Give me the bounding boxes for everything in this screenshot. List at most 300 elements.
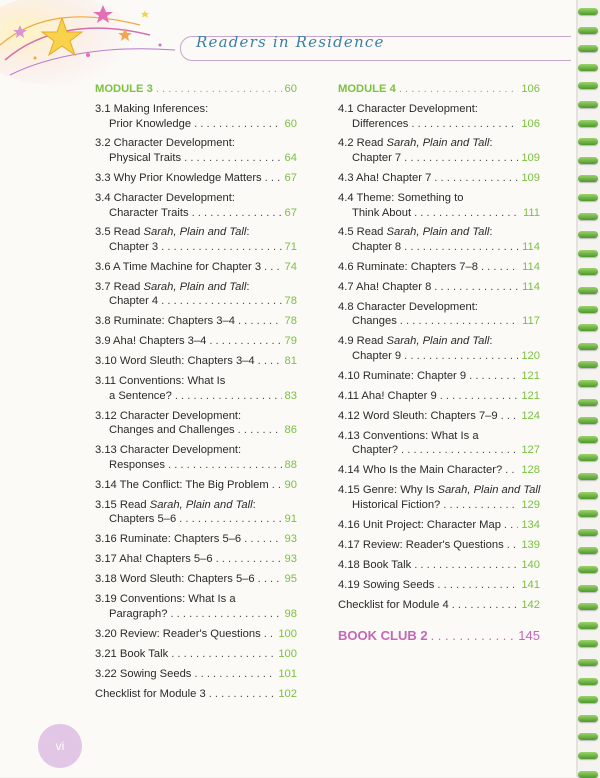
leader-dots	[161, 294, 281, 309]
binding-coil	[578, 659, 598, 666]
binding-coil	[578, 678, 598, 685]
binding-coil	[578, 733, 598, 740]
entry-page: 129	[521, 498, 540, 511]
binding-coil	[578, 82, 598, 89]
leader-dots	[501, 409, 519, 424]
toc-entry	[338, 429, 540, 458]
binding-coil	[578, 250, 598, 257]
entry-title: 3.17 Aha! Chapters 5–6	[95, 553, 213, 566]
binding-coil	[578, 622, 598, 629]
entry-title: 3.2 Character Development:	[95, 137, 235, 150]
binding-coil	[578, 213, 598, 220]
toc-entry	[95, 592, 297, 621]
toc-line	[95, 136, 297, 151]
entry-page: 86	[284, 424, 297, 437]
binding-coil	[578, 27, 598, 34]
entry-title: 3.11 Conventions: What Is	[95, 375, 226, 388]
entry-title: 3.21 Book Talk	[95, 647, 169, 660]
binding-coil	[578, 287, 598, 294]
entry-page: 120	[521, 349, 540, 362]
entry-title: Chapter 8	[352, 241, 402, 254]
leader-dots	[171, 647, 275, 662]
toc-line	[95, 409, 297, 424]
entry-page: 141	[521, 578, 540, 591]
leader-dots	[443, 498, 518, 513]
toc-line	[338, 102, 540, 117]
toc-entry	[338, 578, 540, 593]
leader-dots	[401, 443, 518, 458]
leader-dots	[400, 314, 519, 329]
binding-coil	[578, 194, 598, 201]
leader-dots	[434, 171, 518, 186]
entry-title: 4.17 Review: Reader's Questions	[338, 538, 504, 551]
binding-coil	[578, 603, 598, 610]
binding-coil	[578, 715, 598, 722]
toc-entry	[95, 498, 297, 527]
entry-title: Changes	[352, 315, 397, 328]
leader-dots	[238, 314, 282, 329]
entry-page: 71	[284, 241, 297, 254]
toc-line	[338, 463, 540, 478]
toc-line	[338, 538, 540, 553]
toc-line	[95, 627, 297, 642]
binding-coil	[578, 343, 598, 350]
toc-entry	[338, 538, 540, 553]
toc-line	[95, 687, 297, 702]
leader-dots	[414, 206, 520, 221]
module-4-module-heading	[338, 82, 540, 97]
toc-line	[338, 280, 540, 295]
toc-line	[95, 572, 297, 587]
spiral-binding	[576, 0, 600, 777]
binding-coil	[578, 231, 598, 238]
toc-entry	[95, 171, 297, 186]
entry-title: 3.19 Conventions: What Is a	[95, 593, 236, 606]
leader-dots	[184, 151, 281, 166]
entry-title: 4.4 Theme: Something to	[338, 191, 464, 204]
leader-dots	[216, 552, 282, 567]
entry-page: 102	[278, 687, 297, 700]
leader-dots	[431, 628, 516, 645]
entry-title: 4.14 Who Is the Main Character?	[338, 464, 503, 477]
toc-entry	[338, 409, 540, 424]
leader-dots	[161, 240, 281, 255]
toc-entry	[338, 280, 540, 295]
entry-page: 106	[521, 83, 540, 95]
toc-entry	[95, 314, 297, 329]
toc-entry	[338, 225, 540, 254]
binding-coil	[578, 473, 598, 480]
toc-entry	[95, 136, 297, 165]
binding-coil	[578, 175, 598, 182]
toc-entry	[95, 532, 297, 547]
entry-title: Physical Traits	[109, 152, 182, 165]
toc-entry	[338, 300, 540, 329]
leader-dots	[440, 389, 519, 404]
toc-entry	[95, 667, 297, 682]
toc-line	[338, 191, 540, 206]
leader-dots	[272, 478, 282, 493]
binding-coil	[578, 585, 598, 592]
leader-dots	[434, 280, 519, 295]
binding-coil	[578, 138, 598, 145]
toc-line	[338, 151, 540, 166]
toc-left-column	[95, 82, 297, 707]
entry-page: 124	[521, 409, 540, 422]
toc-line	[338, 369, 540, 384]
toc-line	[338, 558, 540, 573]
leader-dots	[175, 389, 282, 404]
leader-dots	[258, 572, 282, 587]
toc-line	[338, 260, 540, 275]
toc-entry	[95, 478, 297, 493]
entry-title: Responses	[109, 458, 165, 471]
toc-line	[95, 532, 297, 547]
toc-line	[95, 334, 297, 349]
entry-page: 83	[284, 389, 297, 402]
toc-line	[95, 498, 297, 513]
binding-coil	[578, 157, 598, 164]
toc-line	[95, 260, 297, 275]
binding-coil	[578, 566, 598, 573]
entry-title: 4.2 Read Sarah, Plain and Tall:	[338, 137, 493, 150]
toc-entry	[338, 334, 540, 363]
toc-line	[95, 389, 297, 404]
entry-title: Chapter?	[352, 444, 399, 457]
toc-line	[95, 374, 297, 389]
toc-line	[338, 389, 540, 404]
toc-entry	[95, 443, 297, 472]
entry-page: 128	[521, 464, 540, 477]
leader-dots	[399, 82, 519, 97]
entry-page: 81	[284, 355, 297, 368]
leader-dots	[209, 687, 276, 702]
entry-page: 145	[518, 628, 540, 644]
binding-coil	[578, 510, 598, 517]
toc-entry	[338, 598, 540, 613]
toc-line	[95, 667, 297, 682]
entry-title: Think About	[352, 206, 412, 219]
toc-line	[95, 607, 297, 622]
toc-entry	[95, 409, 297, 438]
leader-dots	[265, 171, 282, 186]
toc-line	[95, 191, 297, 206]
toc-line	[338, 206, 540, 221]
entry-title: 3.20 Review: Reader's Questions	[95, 627, 261, 640]
toc-entry	[338, 518, 540, 533]
toc-entry	[95, 280, 297, 309]
entry-page: 100	[278, 647, 297, 660]
book-title: Readers in Residence	[196, 33, 385, 51]
entry-title: MODULE 3	[95, 83, 153, 95]
leader-dots	[209, 334, 281, 349]
binding-coil	[578, 640, 598, 647]
book-club-heading	[338, 628, 540, 645]
entry-page: 140	[521, 558, 540, 571]
toc-line	[95, 478, 297, 493]
entry-page: 93	[284, 553, 297, 566]
entry-title: 3.3 Why Prior Knowledge Matters	[95, 171, 262, 184]
toc-line	[95, 314, 297, 329]
leader-dots	[505, 463, 518, 478]
entry-title: 4.13 Conventions: What Is a	[338, 429, 479, 442]
toc-line	[338, 314, 540, 329]
toc-entry	[338, 558, 540, 573]
binding-coil	[578, 45, 598, 52]
entry-page: 111	[522, 206, 540, 219]
entry-title: Changes and Challenges	[109, 424, 235, 437]
toc-entry	[338, 260, 540, 275]
entry-page: 95	[284, 573, 297, 586]
toc-line	[338, 483, 540, 498]
toc-line	[95, 552, 297, 567]
leader-dots	[238, 423, 282, 438]
leader-dots	[179, 512, 281, 527]
entry-title: 3.12 Character Development:	[95, 409, 242, 422]
entry-title: 3.15 Read Sarah, Plain and Tall:	[95, 498, 256, 511]
toc-line	[338, 136, 540, 151]
entry-title: Checklist for Module 3	[95, 687, 206, 700]
entry-page: 60	[284, 83, 297, 95]
entry-title: 4.9 Read Sarah, Plain and Tall:	[338, 335, 493, 348]
toc-line	[338, 443, 540, 458]
module-3-module-heading	[95, 82, 297, 97]
toc-entry	[95, 260, 297, 275]
toc-line	[338, 349, 540, 364]
leader-dots	[437, 578, 518, 593]
entry-title: Chapter 4	[109, 295, 159, 308]
entry-page: 139	[521, 538, 540, 551]
toc-line	[95, 280, 297, 295]
entry-title: 4.12 Word Sleuth: Chapters 7–9	[338, 409, 498, 422]
entry-page: 134	[521, 518, 540, 531]
entry-title: 3.1 Making Inferences:	[95, 102, 209, 115]
entry-title: Paragraph?	[109, 607, 168, 620]
entry-title: Chapter 7	[352, 152, 402, 165]
entry-title: 3.16 Ruminate: Chapters 5–6	[95, 533, 242, 546]
entry-page: 67	[284, 171, 297, 184]
toc-line	[338, 82, 540, 97]
leader-dots	[404, 240, 519, 255]
entry-title: 4.5 Read Sarah, Plain and Tall:	[338, 226, 493, 239]
leader-dots	[258, 354, 282, 369]
stars-swirl-decoration	[0, 0, 200, 85]
page-number-badge	[38, 724, 82, 768]
leader-dots	[170, 607, 281, 622]
entry-page: 90	[284, 478, 297, 491]
entry-title: 4.1 Character Development:	[338, 102, 478, 115]
leader-dots	[264, 260, 282, 275]
entry-page: 79	[284, 335, 297, 348]
entry-title: Chapters 5–6	[109, 513, 177, 526]
binding-coil	[578, 64, 598, 71]
binding-coil	[578, 120, 598, 127]
entry-page: 78	[284, 295, 297, 308]
leader-dots	[404, 349, 518, 364]
entry-title: Chapter 9	[352, 349, 402, 362]
entry-title: 4.19 Sowing Seeds	[338, 578, 435, 591]
entry-title: a Sentence?	[109, 389, 172, 402]
toc-line	[95, 354, 297, 369]
entry-title: Chapter 3	[109, 241, 159, 254]
entry-title: 4.7 Aha! Chapter 8	[338, 280, 432, 293]
leader-dots	[411, 117, 518, 132]
toc-line	[95, 117, 297, 132]
leader-dots	[452, 598, 519, 613]
leader-dots	[264, 627, 276, 642]
toc-entry	[95, 687, 297, 702]
entry-title: 3.8 Ruminate: Chapters 3–4	[95, 315, 235, 328]
entry-page: 121	[521, 389, 540, 402]
toc-line	[95, 82, 297, 97]
toc-line	[95, 225, 297, 240]
entry-page: 117	[522, 315, 540, 328]
toc-line	[338, 498, 540, 513]
entry-title: 4.10 Ruminate: Chapter 9	[338, 369, 467, 382]
binding-coil	[578, 306, 598, 313]
binding-coil	[578, 380, 598, 387]
toc-line	[338, 518, 540, 533]
toc-entry	[95, 102, 297, 131]
entry-page: 127	[521, 444, 540, 457]
binding-coil	[578, 101, 598, 108]
binding-coil	[578, 324, 598, 331]
toc-line	[338, 300, 540, 315]
entry-title: 3.4 Character Development:	[95, 191, 235, 204]
toc-entry	[95, 354, 297, 369]
toc-entry	[338, 191, 540, 220]
entry-page: 67	[284, 206, 297, 219]
leader-dots	[469, 369, 518, 384]
leader-dots	[168, 458, 282, 473]
leader-dots	[414, 558, 518, 573]
leader-dots	[194, 117, 281, 132]
entry-page: 93	[284, 533, 297, 546]
entry-page: 114	[522, 241, 540, 254]
toc-line	[95, 294, 297, 309]
entry-page: 114	[522, 260, 540, 273]
leader-dots	[192, 206, 282, 221]
toc-line	[95, 443, 297, 458]
entry-page: 121	[521, 369, 540, 382]
toc-line	[95, 151, 297, 166]
entry-title: 3.18 Word Sleuth: Chapters 5–6	[95, 573, 255, 586]
entry-page: 60	[284, 117, 297, 130]
entry-title: 4.18 Book Talk	[338, 558, 412, 571]
entry-title: 4.15 Genre: Why Is Sarah, Plain and Tall	[338, 484, 541, 497]
entry-page: 109	[521, 152, 540, 165]
entry-page: 114	[522, 280, 540, 293]
binding-coil	[578, 268, 598, 275]
toc-entry	[95, 627, 297, 642]
toc-entry	[95, 225, 297, 254]
entry-title: 4.8 Character Development:	[338, 300, 478, 313]
toc-entry	[338, 136, 540, 165]
entry-page: 98	[284, 607, 297, 620]
toc-line	[95, 458, 297, 473]
entry-page: 101	[278, 667, 297, 680]
toc-entry	[95, 647, 297, 662]
page-number: vi	[55, 739, 65, 753]
entry-page: 142	[521, 598, 540, 611]
leader-dots	[504, 518, 518, 533]
toc-entry	[338, 483, 540, 512]
entry-title: MODULE 4	[338, 83, 396, 95]
entry-title: 3.5 Read Sarah, Plain and Tall:	[95, 226, 250, 239]
toc-entry	[95, 572, 297, 587]
entry-page: 64	[284, 152, 297, 165]
binding-coil	[578, 529, 598, 536]
toc-line	[95, 647, 297, 662]
toc-line	[338, 598, 540, 613]
binding-coil	[578, 8, 598, 15]
entry-title: 3.7 Read Sarah, Plain and Tall:	[95, 280, 250, 293]
entry-title: 3.9 Aha! Chapters 3–4	[95, 335, 207, 348]
binding-coil	[578, 547, 598, 554]
toc-line	[338, 628, 540, 645]
binding-coil	[578, 492, 598, 499]
entry-title: 4.16 Unit Project: Character Map	[338, 518, 501, 531]
leader-dots	[507, 538, 519, 553]
leader-dots	[194, 667, 275, 682]
entry-page: 109	[521, 171, 540, 184]
entry-page: 78	[284, 315, 297, 328]
toc-line	[95, 206, 297, 221]
toc-line	[95, 171, 297, 186]
toc-line	[95, 102, 297, 117]
toc-right-column	[338, 82, 540, 650]
toc-line	[95, 592, 297, 607]
entry-title: 3.13 Character Development:	[95, 444, 242, 457]
entry-title: 4.3 Aha! Chapter 7	[338, 171, 432, 184]
entry-page: 74	[284, 260, 297, 273]
toc-line	[95, 512, 297, 527]
leader-dots	[156, 82, 282, 97]
toc-line	[95, 240, 297, 255]
entry-title: Historical Fiction?	[352, 498, 441, 511]
entry-title: Differences	[352, 117, 409, 130]
toc-entry	[338, 171, 540, 186]
toc-entry	[338, 463, 540, 478]
toc-entry	[338, 102, 540, 131]
entry-title: 4.11 Aha! Chapter 9	[338, 389, 437, 402]
toc-line	[338, 117, 540, 132]
leader-dots	[481, 260, 519, 275]
entry-title: BOOK CLUB 2	[338, 628, 428, 644]
toc-entry	[95, 191, 297, 220]
toc-line	[338, 429, 540, 444]
toc-line	[338, 240, 540, 255]
binding-coil	[578, 399, 598, 406]
toc-entry	[338, 369, 540, 384]
entry-title: 3.22 Sowing Seeds	[95, 667, 192, 680]
entry-page: 91	[284, 513, 297, 526]
entry-page: 88	[284, 458, 297, 471]
binding-coil	[578, 696, 598, 703]
entry-title: 3.6 A Time Machine for Chapter 3	[95, 260, 262, 273]
entry-title: Prior Knowledge	[109, 117, 192, 130]
binding-coil	[578, 417, 598, 424]
toc-entry	[95, 334, 297, 349]
toc-line	[338, 578, 540, 593]
entry-page: 106	[521, 117, 540, 130]
entry-title: 3.10 Word Sleuth: Chapters 3–4	[95, 355, 255, 368]
entry-page: 100	[278, 627, 297, 640]
leader-dots	[244, 532, 281, 547]
toc-line	[95, 423, 297, 438]
leader-dots	[404, 151, 518, 166]
binding-coil	[578, 752, 598, 759]
